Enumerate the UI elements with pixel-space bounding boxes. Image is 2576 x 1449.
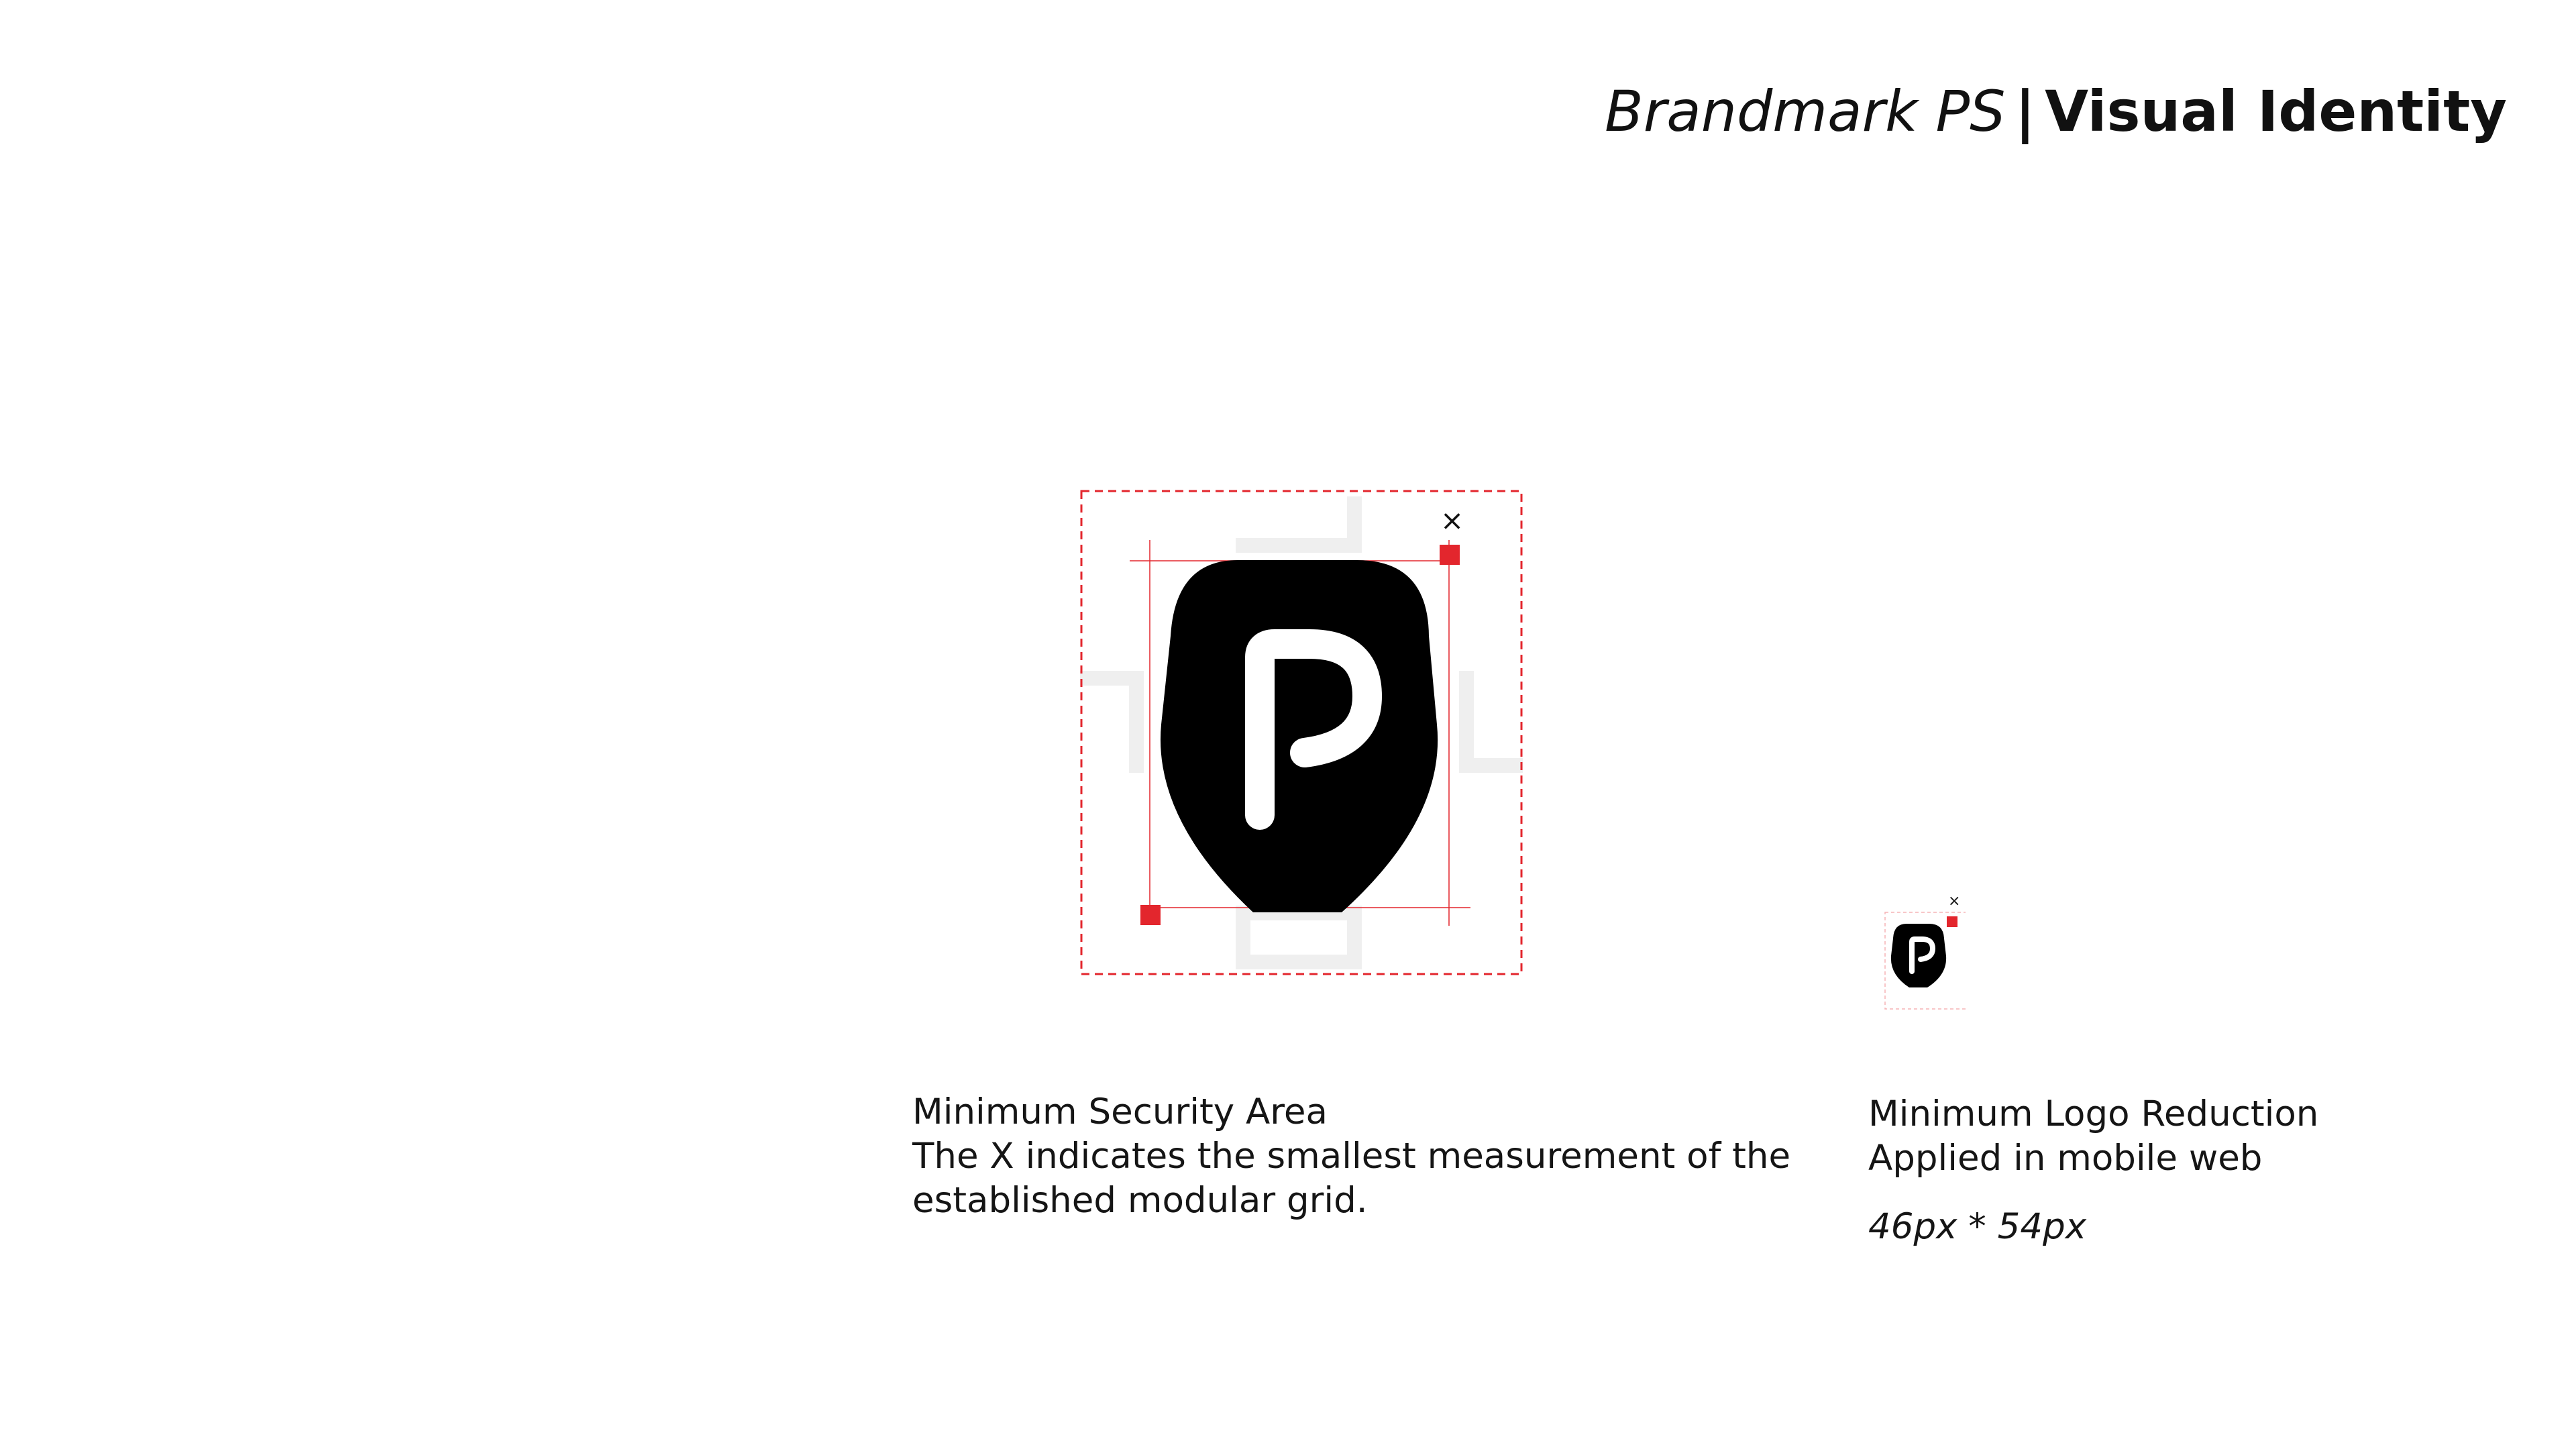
page-header	[1605, 78, 2507, 144]
security-area-description-1: The X indicates the smallest measurement of the	[912, 1136, 1791, 1177]
ps-logo	[1161, 560, 1438, 912]
header-separator: |	[2015, 78, 2036, 144]
x-marker-small: ×	[1948, 893, 1961, 910]
x-unit-square-top	[1440, 545, 1460, 565]
ps-logo-small	[1891, 924, 1946, 987]
section-title: Visual Identity	[2045, 78, 2507, 144]
reduction-subtitle: Applied in mobile web	[1868, 1138, 2263, 1179]
x-marker: ×	[1440, 504, 1464, 537]
security-area-figure	[1073, 483, 1529, 979]
security-area-caption	[912, 1090, 1790, 1223]
x-unit-square-bottom	[1140, 905, 1161, 925]
reduction-figure	[1865, 885, 1966, 1013]
reduction-caption	[1868, 1092, 2318, 1249]
reduction-x-square	[1947, 916, 1957, 927]
brand-name: Brandmark PS	[1605, 78, 2006, 144]
reduction-size: 46px * 54px	[1868, 1206, 2087, 1247]
security-area-diagram	[1073, 483, 1529, 979]
reduction-title: Minimum Logo Reduction	[1868, 1093, 2319, 1134]
security-area-title: Minimum Security Area	[912, 1091, 1328, 1132]
security-area-description-2: established modular grid.	[912, 1180, 1368, 1221]
